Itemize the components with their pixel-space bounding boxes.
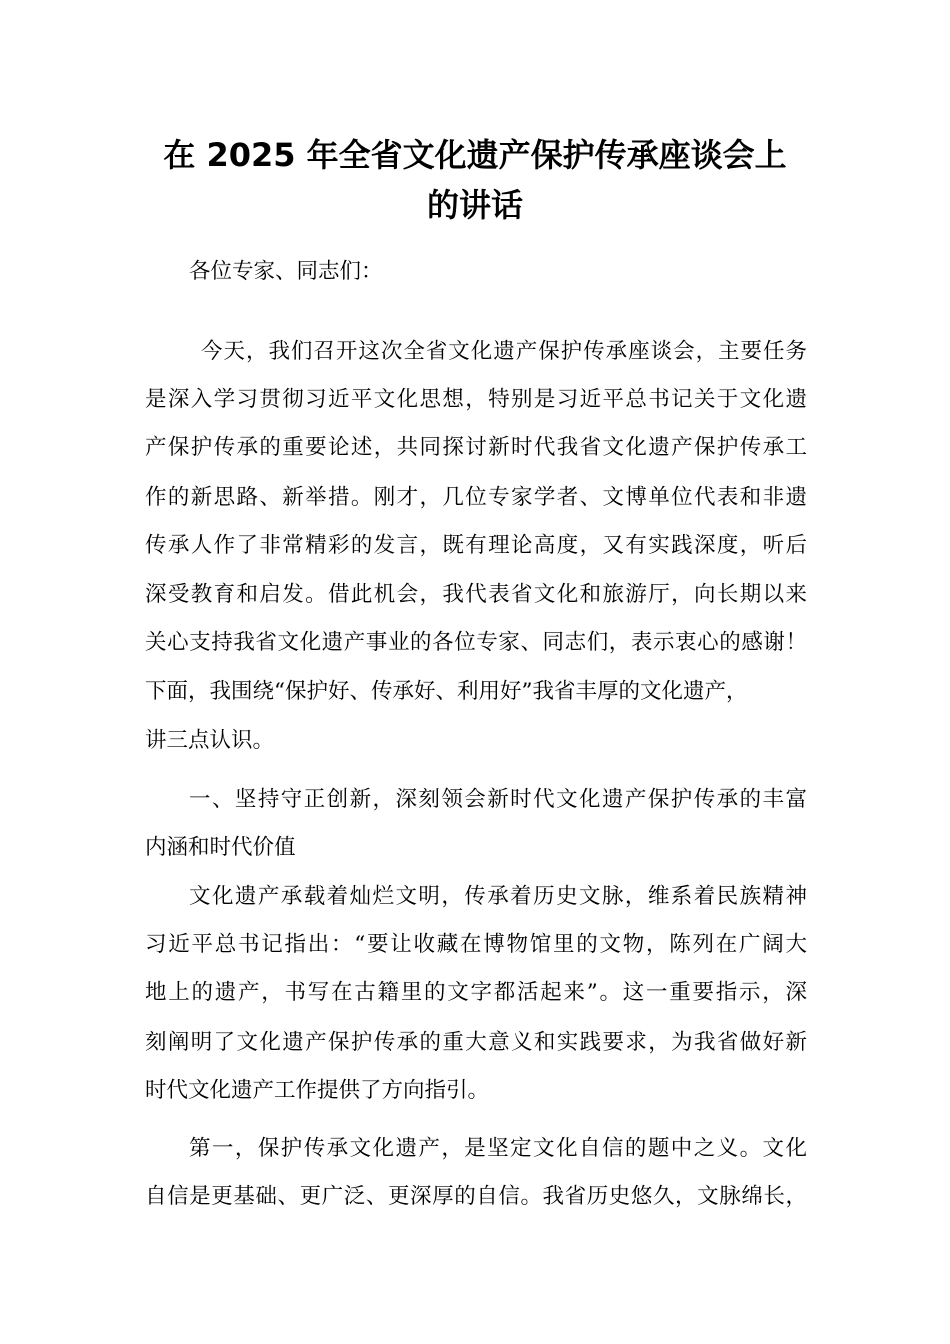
document-title-line-2: 的讲话 bbox=[426, 186, 523, 224]
text-line: 刻阐明了文化遗产保护传承的重大意义和实践要求，为我省做好新 bbox=[145, 1030, 807, 1055]
text-line: 关心支持我省文化遗产事业的各位专家、同志们，表示衷心的感谢！ bbox=[145, 630, 807, 655]
text-line: 第一，保护传承文化遗产，是坚定文化自信的题中之义。文化 bbox=[189, 1136, 807, 1161]
text-line: 产保护传承的重要论述，共同探讨新时代我省文化遗产保护传承工 bbox=[145, 435, 807, 460]
document-title-line-1: 在 2025 年全省文化遗产保护传承座谈会上 bbox=[163, 136, 787, 174]
text-line: 时代文化遗产工作提供了方向指引。 bbox=[145, 1078, 490, 1103]
text-line: 传承人作了非常精彩的发言，既有理论高度，又有实践深度，听后 bbox=[145, 533, 807, 558]
text-line: 今天，我们召开这次全省文化遗产保护传承座谈会，主要任务 bbox=[201, 339, 807, 364]
text-line: 讲三点认识。 bbox=[145, 728, 275, 753]
text-line: 文化遗产承载着灿烂文明，传承着历史文脉，维系着民族精神 bbox=[189, 884, 807, 909]
text-line: 自信是更基础、更广泛、更深厚的自信。我省历史悠久，文脉绵长， bbox=[145, 1184, 807, 1209]
text-line: 深受教育和启发。借此机会，我代表省文化和旅游厅，向长期以来 bbox=[145, 582, 807, 607]
section-heading: 一、坚持守正创新，深刻领会新时代文化遗产保护传承的丰富 bbox=[189, 787, 807, 812]
text-line: 作的新思路、新举措。刚才，几位专家学者、文博单位代表和非遗 bbox=[145, 485, 807, 510]
text-line: 是深入学习贯彻习近平文化思想，特别是习近平总书记关于文化遗 bbox=[145, 387, 807, 412]
section-heading: 内涵和时代价值 bbox=[145, 835, 296, 860]
text-line: 习近平总书记指出：“要让收藏在博物馆里的文物，陈列在广阔大 bbox=[145, 932, 807, 957]
text-line: 地上的遗产，书写在古籍里的文字都活起来”。这一重要指示，深 bbox=[145, 980, 807, 1005]
salutation: 各位专家、同志们： bbox=[189, 259, 383, 284]
text-line: 下面，我围绕“保护好、传承好、利用好”我省丰厚的文化遗产， bbox=[145, 679, 748, 704]
